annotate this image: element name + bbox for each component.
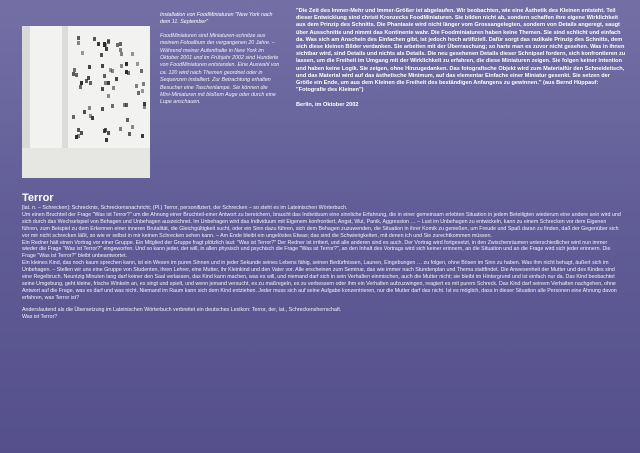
installation-photo <box>22 26 150 178</box>
miniature-thumbnail <box>75 73 78 77</box>
miniature-thumbnail <box>81 51 84 55</box>
miniature-thumbnail <box>109 68 112 72</box>
quote-signature: Berlin, im Oktober 2002 <box>296 102 359 109</box>
miniature-thumbnail <box>119 127 122 131</box>
miniature-thumbnail <box>112 86 115 90</box>
miniature-thumbnail <box>143 105 146 109</box>
miniature-thumbnail <box>141 134 144 138</box>
experience-paragraph: Um einen Bruchteil der Frage "Was ist Terror?" um die Ahnung einer Bruchteil-einer Antwort zu bereichern, braucht das Individuum eine sinnliche Erfahrung, die in einer gemeinsam erlebten Situation in jedem Beteiligten wiederum eine andere sein wird und sich durch das Wechselspiel von Behagen und Unbehagen auszeichnet. Im Unbehagen wird das Individuum mit Eigenem konfrontiert, Angst, Wut, Panik, Aggression … – Lust im Unbehagen zu entwickeln, kann zu einem Schrecken vor dem Eigenen führen, zum Beispiel zu dem Erkennen einer inneren Brutalität, die Gleichgültigkeit sucht, oder ein Sinn dazu führen, sich dem Behagen zuzuwenden, die Situation in ihrer Komik zu genießen, um Freude und Spaß daran zu finden, daß der Gegenüber sich vor mir nicht schrecken läßt, so wie er selbst in mir keinen Schrecken sehen kann. – Am Ende bleibt ein ungelöstes Etwas; das sind die Schwierigkeiten, mit denen ich und Sie zurechtkommen müssen. <box>22 211 621 239</box>
section-title: Terror <box>22 192 54 204</box>
caption-text: FoodMiniaturen sind Miniaturen-schnitze aus meinem Fotoalbum der vergangenen 20 Jahre. – Während meiner Aufenthalte in New York im Oktober 2001 und im Frühjahr 2002 sind Hunderte von FoodMiniaturen entstanden. Eine Auswahl von ca. 120 wird nach Themen geordnet oder in Sequenzen installiert. Zur Betrachtung erhalten Besucher eine Taschenlampe. Sie können die Mini-Miniaturen mit bloßem Auge oder durch eine Lupe anschauen. <box>160 32 280 106</box>
child-paragraph: Ein kleines Kind, das noch kaum sprechen kann, ist ein Wesen im puren Sinnen und in jeder Sekunde seines Lebens fähig, seinen Bedürfnissen, Launen, Eingebungen … zu folgen, ohne Bösen im Sinn zu haben. Was ihm nicht behagt, äußert sich im Unbehagen. – Stellen wir uns eine Gruppe von Studenten, ihren Lehrer, eine Mutter, ihr Kleinkind und den Vater vor. Alle erscheinen zum Seminar, das wie immer nach Stundenplan und Thema stattfindet. Die Anwesenheit der Mutter und des Kindes sind eine Regelbruch. Neuntzig Minuten lang darf keiner den Saal verlassen, das Kind kann machen, was es will, und niemand darf sich in sein Verhalten einmischen, auch die Mutter nicht; sie bleibt im Hintergrund und ist einfach nur da. Das Kind beobachtet seine Umgebung, geht kleine, frische Winkeln an, es singt und spielt, und wenn jemand versucht, es zu maßregeln, es zu verbessern oder ihm ein Verhalten aufzuzwingen, reagiert es mit purem Schreck. Das Kind darf seinem Verhalten nachgehen, ohne Antwort auf die Frage, was es darf und was nicht. Niemand im Raum kann sich dem Kind entziehen. Jeder muss sich auf seine Aufgabe konzentrieren, nur die Mutter darf das nicht. Ist es möglich, dass in dieser Situation alle Personen eine Ahnung davon erfahren, was Terror ist? <box>22 260 617 301</box>
miniature-thumbnail <box>135 84 138 88</box>
miniature-thumbnail <box>93 37 96 41</box>
definition-paragraph: [lat. n. – Schrecken]: Schrecknis, Schreckensnachricht; (Pl.) Terror, personifiziert, der Schrecken – so steht es im Lateinischen Wörterbuch. <box>22 205 348 211</box>
miniature-thumbnail <box>107 131 110 135</box>
miniature-thumbnail <box>105 138 108 142</box>
miniature-thumbnail <box>87 76 90 80</box>
miniature-thumbnail <box>103 129 106 133</box>
caption-title: Installation von FoodMiniaturen "New York nach dem 11. September" <box>160 12 273 26</box>
quote-block <box>296 8 626 118</box>
miniature-thumbnail <box>77 36 80 40</box>
miniature-thumbnail <box>107 81 110 85</box>
miniature-thumbnail <box>88 65 91 69</box>
miniature-thumbnail <box>101 107 104 111</box>
miniature-thumbnail <box>120 64 123 68</box>
miniature-thumbnail <box>79 85 82 89</box>
miniature-thumbnail <box>97 42 100 46</box>
miniature-thumbnail <box>104 81 107 85</box>
miniature-thumbnail <box>141 89 144 93</box>
miniature-thumbnail <box>123 103 126 107</box>
miniature-thumbnail <box>103 42 106 46</box>
photo-caption <box>160 12 280 113</box>
miniature-thumbnail <box>101 64 104 68</box>
miniature-thumbnail <box>105 47 108 51</box>
miniature-thumbnail <box>125 62 128 66</box>
quote-text: "Die Zeit des Immer-Mehr und Immer-Größer ist abgelaufen. Wir beobachten, wie eine Ästhetik des Kleinen entsteht. Teil dieser Entwicklung sind christi Kronzecks FoodMiniaturen. Sie bilden nicht ab, sondern schaffen ihre eigene Wirklichkeit aus dem Prinzip des Schnitts. Die Phantasie wird nicht länger vom Grossangelegten, sondern von Details angeregt, saugt über Ausschnitte und nimmt das Kontinente wahr. Die Foodminiaturen haben keine Themen. Sie sind schlicht und einfach da. Was sich am Anschein des Einfachen gibt, ist jedoch hoch artifiziell. Dafür sorgt das radikale Prinzip des Schnitts, dem sich diese kleinen Bilder verdanken. Sie arbeiten mit der Überraschung; so harte man es zuvor nicht gesehen. Was in ihnen sichtbar wird, sind Details und nichts als Details. Die neu gesehenen Details dieser Schnipsel fordern, sich konfrontieren zu lassen, um die Freiheit im Umgang mit der Wirklichkeit zu erfahren, die diese Miniaturen zeigen. Sie folgen keiner Intention und haben keine Logik. Sie zeigen, ohne Hinzugedanken. Das fotografische Objekt wird zum Materialfür den Schneidetisch, und das Material wird auf das ästhetische Minimum, auf das elementar Einfache einer Miniatur gesenkt. Sie setzen der Größe ein Ende, um aus dem Kleinen die Freiheit des beständigen Anfangens zu gewinnen." (aus Bernd Hüppauf: "Fotografie des Kleinen") <box>296 8 626 94</box>
miniature-thumbnail <box>107 40 110 44</box>
closing-question: Was ist Terror? <box>22 313 58 320</box>
lexicon-paragraph: Anderslautend als die Übersetzung im Lateinischen Wörterbuch verbreitet ein deutsches Lexikon: Terror, der, lat., Schreckensherrschaft. <box>22 306 342 313</box>
miniature-thumbnail <box>136 62 139 66</box>
miniature-thumbnail <box>101 87 104 91</box>
room-floor <box>22 148 150 178</box>
miniature-thumbnail <box>88 106 91 110</box>
miniature-thumbnail <box>137 91 140 95</box>
miniature-thumbnail <box>77 41 80 45</box>
miniature-thumbnail <box>116 43 119 47</box>
miniature-thumbnail <box>125 70 128 74</box>
miniature-thumbnail <box>107 94 110 98</box>
miniature-thumbnail <box>120 52 123 56</box>
miniature-thumbnail <box>103 74 106 78</box>
miniature-thumbnail <box>72 115 75 119</box>
miniature-thumbnail <box>128 132 131 136</box>
miniature-thumbnail <box>89 81 92 85</box>
speaker-paragraph: Ein Redner hält einen Vortrag vor einer Gruppe. Ein Mitglied der Gruppe fragt plötzlich laut: "Was ist Terror?" Der Redner ist irritiert, und alle anderen sind es auch. Der Vortrag wird fortgesetzt, in den Zwischenräumen unterschiedlicher wird nun immer wieder die Frage "Was ist Terror?" eingeworfen. Und so kann jeder, der will, in allen physisch und psychisch die Frage "Was ist Terror?", an den Inhalt des Vortrags wird sich keiner erinnern, an die Situation und an die Frage wird sich jeder erinnern. Die Frage "Was ist Terror?" bleibt unbeantwortet. <box>22 239 611 260</box>
miniature-thumbnail <box>126 118 129 122</box>
terror-essay <box>22 205 624 321</box>
miniature-thumbnail <box>100 53 103 57</box>
miniature-thumbnail <box>140 69 143 73</box>
miniature-thumbnail <box>83 110 86 114</box>
miniature-thumbnail <box>111 104 114 108</box>
miniature-thumbnail <box>80 131 83 135</box>
miniature-thumbnail <box>119 42 122 46</box>
miniature-thumbnail <box>115 77 118 81</box>
miniature-thumbnail <box>142 82 145 86</box>
miniature-thumbnail <box>91 116 94 120</box>
miniature-thumbnail <box>131 125 134 129</box>
miniature-thumbnail <box>131 52 134 56</box>
